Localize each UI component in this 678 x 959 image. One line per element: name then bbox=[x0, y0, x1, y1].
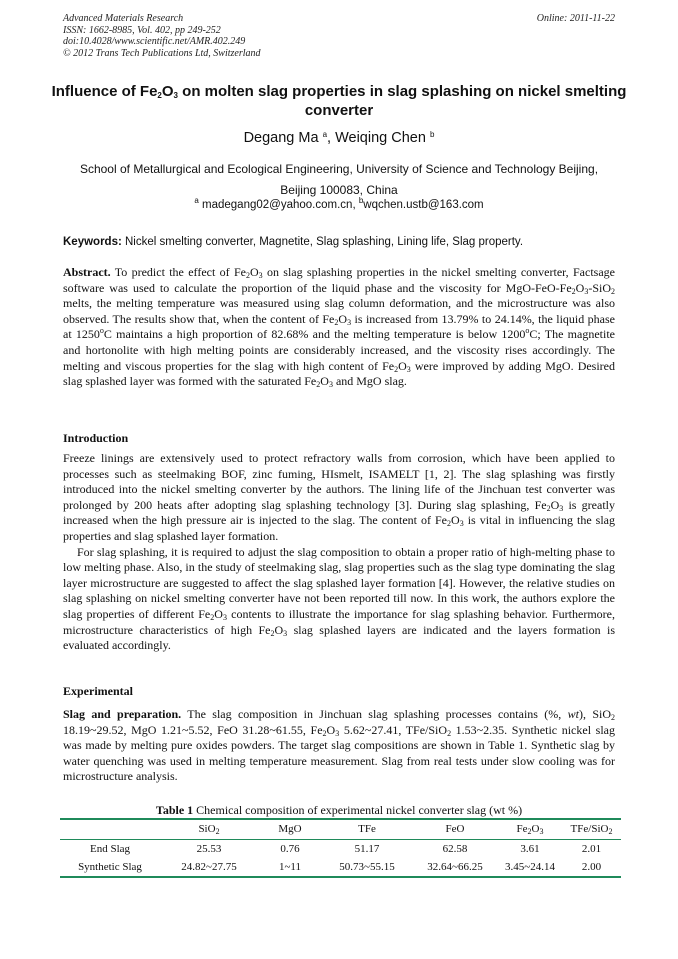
table-header-cell bbox=[60, 819, 160, 839]
table-caption bbox=[40, 803, 638, 818]
subscript: 2 bbox=[571, 286, 576, 296]
subscript: 3 bbox=[283, 628, 288, 638]
subscript: 3 bbox=[222, 612, 227, 622]
subscript: 3 bbox=[459, 519, 464, 529]
title-part: on molten slag properties in slag splashing on nickel smelting converter bbox=[178, 83, 627, 119]
body-text: slag splashed layers are indicated and the layers formation is evaluated accordingly. bbox=[63, 622, 615, 653]
subsection-label: Slag and preparation. bbox=[63, 707, 182, 721]
body-text: O bbox=[274, 622, 284, 637]
table-cell: 62.58 bbox=[442, 842, 468, 855]
issn-line: ISSN: 1662-8985, Vol. 402, pp 249-252 bbox=[63, 24, 221, 36]
introduction-heading: Introduction bbox=[63, 431, 129, 445]
online-date: Online: 2011-11-22 bbox=[536, 13, 615, 24]
subscript: 3 bbox=[347, 317, 352, 327]
table-cell: 0.76 bbox=[280, 842, 300, 855]
table-row bbox=[60, 839, 621, 858]
abstract-text: O bbox=[398, 358, 407, 373]
body-text: O bbox=[451, 513, 460, 528]
subscript: 3 bbox=[406, 364, 411, 374]
table-header-cell: TFe/SiO$_2$ bbox=[570, 823, 613, 837]
keywords-text: Nickel smelting converter, Magnetite, Slag splashing, Lining life, Slag property. bbox=[121, 236, 524, 248]
subscript: 3 bbox=[335, 728, 340, 738]
table-header-cell: SiO$_2$ bbox=[198, 823, 220, 837]
subscript: 2 bbox=[447, 519, 452, 529]
abstract-text: melts, the melting temperature was measured using slag column deformation, and the microstructure was also observed. The results show that, when the content of Fe bbox=[63, 296, 615, 326]
table-cell: 2.00 bbox=[581, 861, 602, 873]
table-header-cell: FeO bbox=[445, 823, 465, 836]
body-text: O bbox=[326, 722, 336, 737]
body-text: wt bbox=[567, 707, 579, 721]
affiliation-line: School of Metallurgical and Ecological Engineering, University of Science and Technology Beijing, bbox=[79, 162, 599, 176]
title-subscript: 2 bbox=[157, 91, 162, 100]
abstract-text: on slag splashing properties in the nickel smelting converter, Factsage software was used to calculate the proportion of the liquid phase and the viscosity for MgO-FeO-Fe bbox=[63, 265, 615, 295]
subscript: 2 bbox=[611, 713, 615, 722]
body-text: ), SiO bbox=[578, 707, 611, 721]
degree-symbol: o bbox=[99, 326, 104, 336]
abstract-text: O bbox=[575, 280, 585, 295]
table-cell: 24.82~27.75 bbox=[181, 861, 237, 873]
subscript: 2 bbox=[611, 286, 615, 296]
body-text: is vital in influencing the slag properties and slag splashed layer formation. bbox=[63, 513, 615, 543]
composition-table bbox=[60, 818, 621, 878]
subscript: 2 bbox=[245, 271, 250, 280]
subscript: 3 bbox=[584, 286, 589, 296]
author-list: Degang Ma $^a$, Weiqing Chen $^b$ bbox=[243, 130, 435, 146]
journal-header bbox=[63, 13, 261, 59]
abstract-text: and MgO slag. bbox=[332, 374, 407, 389]
subscript: 2 bbox=[394, 364, 399, 374]
author-affil-marker: a bbox=[322, 130, 328, 139]
abstract-text: -SiO bbox=[588, 280, 611, 295]
body-text: 18.19~29.52, MgO 1.21~5.52, FeO 31.28~61.55, Fe bbox=[63, 722, 323, 737]
subscript: 2 bbox=[316, 380, 321, 390]
journal-name: Advanced Materials Research bbox=[63, 13, 184, 24]
body-text: The slag composition in Jinchuan slag splashing processes contains (%, bbox=[181, 707, 568, 721]
subscript: 2 bbox=[334, 317, 339, 327]
table-row bbox=[60, 858, 621, 877]
table-cell: 1~11 bbox=[278, 861, 302, 873]
table-header-cell: $Fe_2O_3$ bbox=[516, 823, 544, 837]
email-link[interactable]: madegang02@yahoo.com.cn bbox=[202, 199, 353, 211]
abstract-label: Abstract. bbox=[63, 265, 111, 279]
title-subscript: 3 bbox=[173, 91, 178, 100]
body-text: is greatly increased when the high pressure air is injected to the slag. The content of Fe bbox=[63, 497, 615, 528]
table-cell: 3.45~24.14 bbox=[505, 861, 555, 873]
author-emails: $^a$ madegang02@yahoo.com.cn, $^b$wqchen.ustb@163.com bbox=[194, 196, 484, 211]
subscript: 3 bbox=[559, 503, 564, 513]
table-caption-text: Chemical composition of experimental nickel converter slag (wt %) bbox=[193, 803, 523, 817]
table-cell: Synthetic Slag bbox=[78, 861, 142, 873]
abstract-text: O bbox=[338, 311, 348, 326]
table-cell: 2.01 bbox=[581, 842, 602, 855]
subscript: 3 bbox=[328, 380, 333, 390]
table-caption-label: Table 1 bbox=[155, 803, 194, 817]
subscript: 2 bbox=[546, 503, 551, 513]
abstract-text: O bbox=[320, 374, 329, 389]
affiliation bbox=[40, 159, 638, 201]
keywords bbox=[63, 236, 615, 248]
experimental-heading: Experimental bbox=[63, 684, 133, 698]
table-cell: 50.73~55.15 bbox=[339, 861, 395, 873]
body-text: 5.62~27.41, TFe/SiO bbox=[339, 722, 448, 737]
abstract-text: is increased from 13.79% to 24.14%, the liquid phase at 1250 bbox=[63, 311, 616, 342]
body-text: For slag splashing, it is required to adjust the slag composition to obtain a proper ratio of high-melting phase to low melting phase. Also, in the study of steelmaking slag, slag properties such as the slag type dominating the slag layer microstructure are suggested to affect the slag splashed layer formation [4]. However, the relative studies on slag splashing on nickel smelting converter have not been reported till now. In this work, the authors explore the slag properties of different Fe bbox=[63, 544, 615, 621]
abstract-text: To predict the effect of Fe bbox=[110, 265, 246, 279]
affiliation-line: Beijing 100083, China bbox=[280, 183, 398, 197]
paragraph bbox=[63, 545, 615, 654]
table-header-cell: MgO bbox=[278, 823, 302, 836]
body-text: O bbox=[214, 606, 223, 621]
table-cell: 25.53 bbox=[196, 842, 222, 855]
subscript: 2 bbox=[270, 628, 275, 638]
author-name: Degang Ma bbox=[243, 130, 319, 146]
subscript: 2 bbox=[322, 728, 327, 738]
experimental-body bbox=[63, 707, 615, 785]
body-text: Freeze linings are extensively used to protect refractory walls from corrosion, which have been applied to processes such as steelmaking BOF, zinc fuming, HIsmelt, ISAMELT [1, 2]. The slag splashing was firstly introduced into the nickel smelting converter by the authors. The lining life of the Jinchuan test converter was prolonged by 200 heats after adopting slag splashing technology [3]. During slag splashing, Fe bbox=[63, 451, 615, 512]
title-part: Influence of Fe bbox=[51, 83, 158, 100]
copyright-line: © 2012 Trans Tech Publications Ltd, Switzerland bbox=[63, 47, 261, 59]
subscript: 2 bbox=[210, 612, 215, 622]
keywords-label: Keywords: bbox=[63, 236, 122, 248]
table-cell: 3.61 bbox=[520, 842, 540, 855]
abstract-text: C maintains a high proportion of 82.68% and the melting temperature is below 1200 bbox=[103, 327, 526, 342]
author-affil-marker: b bbox=[429, 130, 435, 139]
body-text: O bbox=[550, 497, 560, 512]
email-link[interactable]: wqchen.ustb@163.com bbox=[363, 199, 484, 211]
degree-symbol: o bbox=[525, 326, 530, 336]
paragraph bbox=[63, 451, 615, 545]
abstract bbox=[63, 265, 615, 390]
body-text: 1.53~2.35. Synthetic nickel slag was made by melting pure oxides powders. The target slag compositions are shown in Table 1. Synthetic slag by water quenching was used in melting temperature measurement. Slag from real tests under slow cooling was for microstructure analysis. bbox=[63, 722, 615, 784]
email-marker: a bbox=[194, 196, 199, 205]
table-cell: 32.64~66.25 bbox=[427, 861, 483, 873]
paper-title bbox=[40, 82, 638, 120]
paragraph bbox=[63, 707, 615, 785]
subscript: 3 bbox=[258, 271, 263, 280]
table-header-row bbox=[60, 819, 621, 839]
body-text: contents to illustrate the importance for slag splashing behavior. Furthermore, microstructure characteristics of high Fe bbox=[63, 606, 615, 637]
title-part: O bbox=[161, 83, 174, 100]
email-marker: b bbox=[358, 196, 364, 205]
abstract-text: O bbox=[249, 265, 259, 279]
subscript: 2 bbox=[447, 728, 452, 738]
author-name: Weiqing Chen bbox=[335, 130, 426, 146]
introduction-body bbox=[63, 451, 615, 654]
abstract-text: C; The magnetite and hortonolite with high melting points are considerably increased, and the viscosity rises accordingly. The melting and viscous properties for the slag with high content of Fe bbox=[63, 327, 615, 373]
abstract-text: were improved by adding MgO. Desired slag splashed layer was formed with the saturated Fe bbox=[63, 358, 616, 389]
table-cell: 51.17 bbox=[354, 842, 380, 855]
table-header-cell: TFe bbox=[358, 823, 376, 836]
doi-line: doi:10.4028/www.scientific.net/AMR.402.249 bbox=[63, 36, 246, 48]
table-cell: End Slag bbox=[89, 842, 131, 855]
